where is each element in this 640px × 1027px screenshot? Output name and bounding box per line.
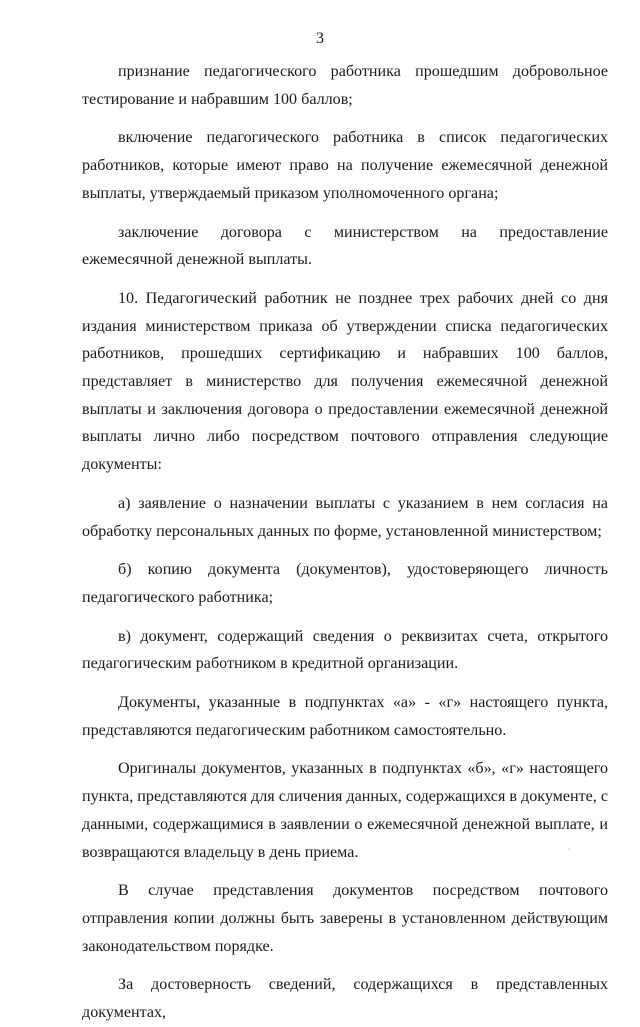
document-body [82,58,608,1027]
paragraph-item-10: 10. Педагогический работник не позднее трех рабочих дней со дня издания министерством приказа об утверждении списка педагогических работников, прошедших сертификацию и набравших 100 баллов, представляет в министерство для получения ежемесячной денежной выплаты и заключения договора о предоставлении ежемесячной денежной выплаты лично либо посредством почтового отправления следующие документы: [82,289,608,474]
paragraph-originals: Оригиналы документов, указанных в подпунктах «б», «г» настоящего пункта, представляются для сличения данных, содержащихся в документе, с данными, содержащимися в заявлении о ежемесячной денежной выплате, и возвращаются владельцу в день приема. [82,760,608,861]
paragraph-subitem-a: а) заявление о назначении выплаты с указанием в нем согласия на обработку персональных данных по форме, установленной министерством; [82,494,608,540]
paragraph-subitem-v: в) документ, содержащий сведения о реквизитах счета, открытого педагогическим работником в кредитной организации. [82,627,608,673]
paragraph-inclusion-list: включение педагогического работника в список педагогических работников, которые имеют право на получение ежемесячной денежной выплаты, утверждаемый приказом уполномоченного органа; [82,129,608,202]
paragraph-subitem-b: б) копию документа (документов), удостоверяющего личность педагогического работника; [82,561,608,606]
paragraph-testing: признание педагогического работника прошедшим добровольное тестирование и набравшим 100 баллов; [82,63,608,108]
paragraph-documents-submitted: Документы, указанные в подпунктах «а» - «г» настоящего пункта, представляются педагогическим работником самостоятельно. [82,694,608,739]
paragraph-contract: заключение договора с министерством на предоставление ежемесячной денежной выплаты. [82,223,608,269]
paragraph-reliability: За достоверность сведений, содержащихся в представленных документах, [82,976,608,1022]
page-number: 3 [316,30,324,47]
paragraph-postal-copies: В случае представления документов посредством почтового отправления копии должны быть заверены в установленном действующим законодательством порядке. [82,882,608,955]
scan-artifact [568,848,570,850]
